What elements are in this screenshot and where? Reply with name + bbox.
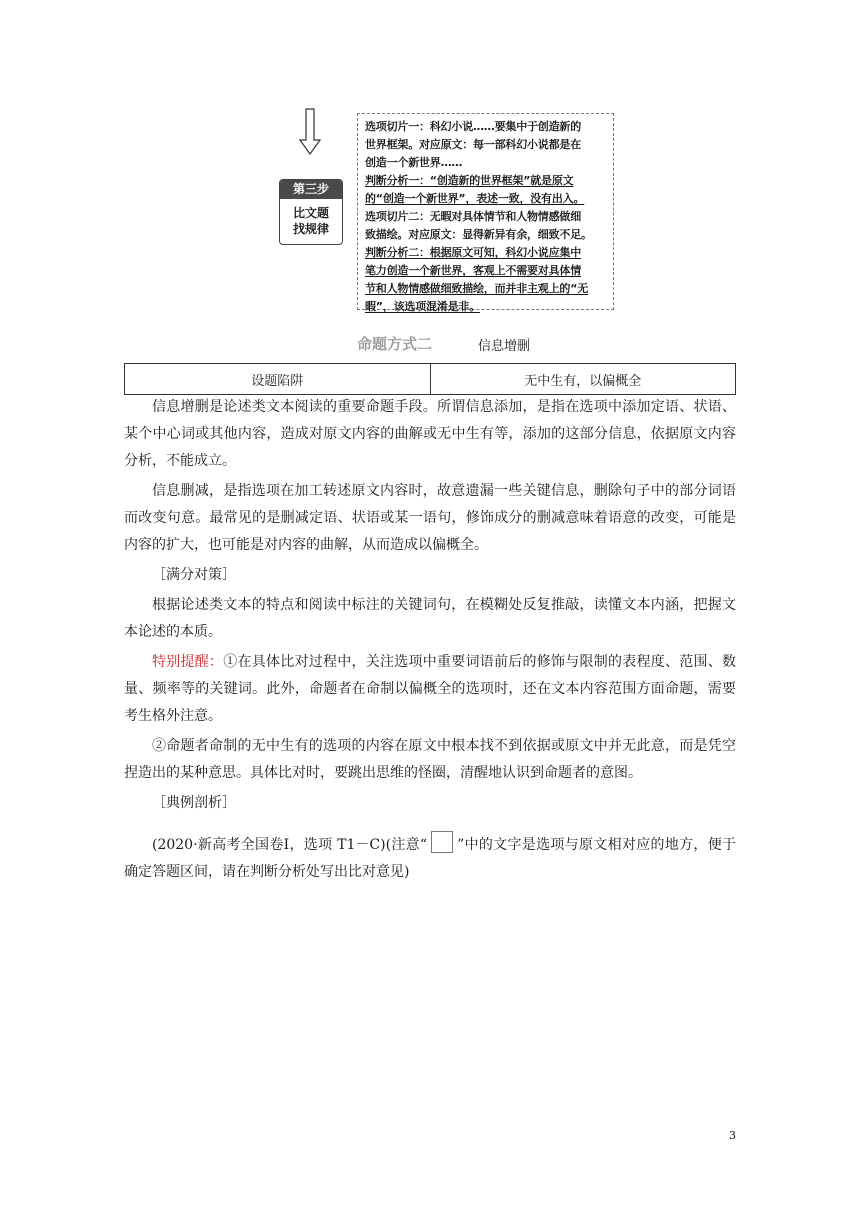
paragraph: 根据论述类文本的特点和阅读中标注的关键词句，在模糊处反复推敲，读懂文本内涵，把握文本论述的本质。	[124, 597, 736, 640]
analysis-line: 选项切片二：无暇对具体情节和人物情感做细	[365, 210, 581, 223]
reminder-label: 特别提醒：	[152, 654, 224, 670]
analysis-box	[357, 113, 614, 313]
analysis-line: 判断分析二：根据原文可知，科幻小说应集中	[365, 246, 581, 259]
paragraph: 信息删减，是指选项在加工转述原文内容时，故意遗漏一些关键信息，删除句子中的部分词语而改变句意。最常见的是删减定语、状语或某一语句，修饰成分的删减意味着语意的改变，可能是内容的扩大，也可能是对内容的曲解，从而造成以偏概全。	[124, 483, 736, 553]
step-subtitle: 比文题 找规律	[292, 206, 329, 236]
strategy-label: ［满分对策］	[152, 567, 236, 583]
analysis-line: 笔力创造一个新世界，客观上不需要对具体情	[365, 264, 581, 277]
empty-box-icon	[431, 831, 453, 853]
body-text	[124, 394, 736, 886]
analysis-line: 创造一个新世界……	[365, 156, 463, 169]
table-cell-label: 设题陷阱	[125, 364, 431, 395]
analysis-line: 节和人物情感做细致描绘，而并非主观上的“无	[365, 282, 589, 295]
analysis-line: 暇”，该选项混淆是非。	[365, 300, 481, 313]
paragraph: 信息增删是论述类文本阅读的重要命题手段。所谓信息添加，是指在选项中添加定语、状语、某个中心词或其他内容，造成对原文内容的曲解或无中生有等，添加的这部分信息，依据原文内容分析，不能成立。	[124, 399, 736, 469]
paragraph: (2020·新高考全国卷Ⅰ，选项 T1－C)(注意“ ”中的文字是选项与原文相对应的地方，便于确定答题区间，请在判断分析处写出比对意见)	[124, 831, 736, 886]
paragraph: ②命题者命制的无中生有的选项的内容在原文中根本找不到依据或原文中并无此意，而是凭空捏造出的某种意思。具体比对时，要跳出思维的怪圈，清醒地认识到命题者的意图。	[124, 738, 736, 781]
section-title: 命题方式二	[357, 335, 433, 353]
table-cell-value: 无中生有，以偏概全	[430, 364, 736, 395]
analysis-line: 世界框架。对应原文：每一部科幻小说都是在	[365, 138, 581, 151]
analysis-line: 致描绘。对应原文：显得新异有余，细致不足。	[365, 228, 592, 241]
example-label: ［典例剖析］	[152, 795, 236, 811]
trap-table	[124, 363, 736, 395]
down-arrow-icon	[298, 108, 322, 156]
analysis-line: 的“创造一个新世界”，表述一致，没有出入。	[365, 192, 585, 205]
table-row	[125, 364, 736, 395]
paragraph: 特别提醒：①在具体比对过程中，关注选项中重要词语前后的修饰与限制的表程度、范围、数量、频率等的关键词。此外，命题者在命制以偏概全的选项时，还在文本内容范围方面命题，需要考生格外注意。	[124, 654, 736, 724]
page-number: 3	[729, 1129, 736, 1142]
step-title: 第三步	[280, 180, 342, 199]
analysis-line: 判断分析一：“创造新的世界框架”就是原文	[365, 174, 574, 187]
step-three-box	[279, 179, 343, 245]
section-subtitle: 信息增删	[478, 339, 531, 354]
analysis-line: 选项切片一：科幻小说……要集中于创造新的	[365, 120, 581, 133]
